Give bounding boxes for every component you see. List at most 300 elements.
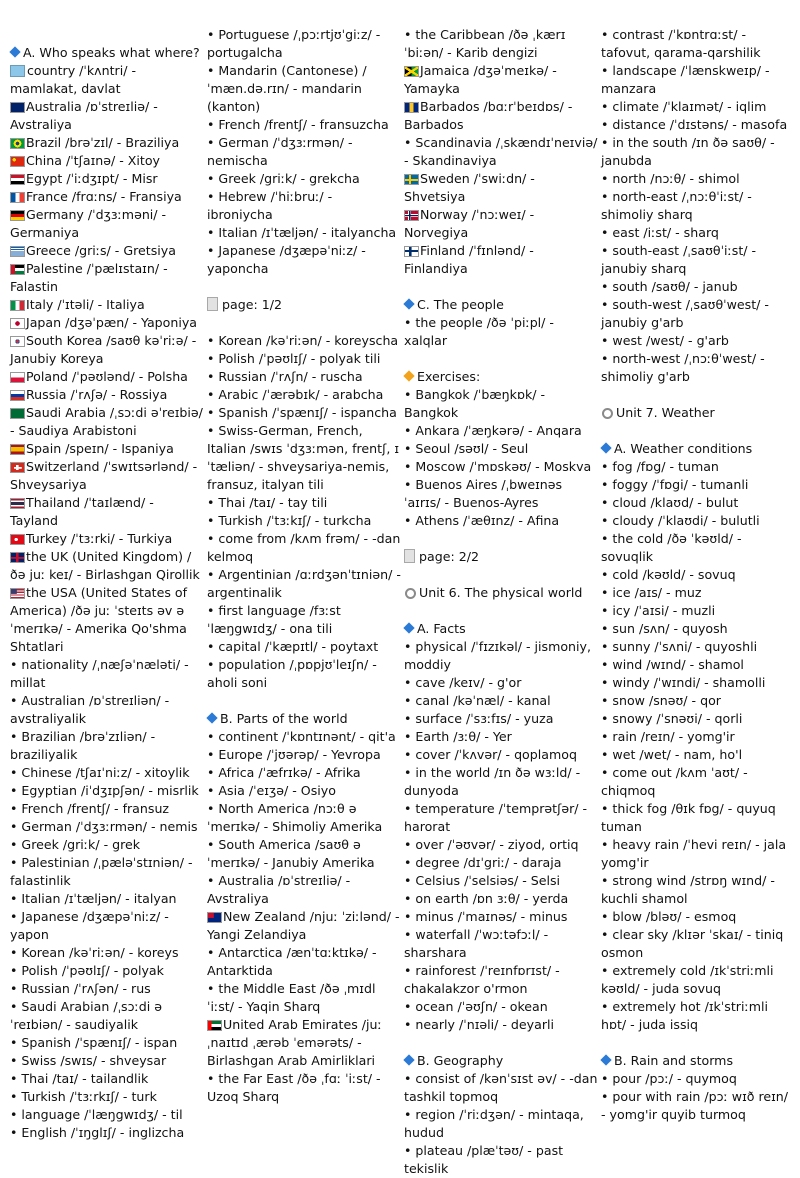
vocab-entry: [10, 152, 204, 170]
entry-text: • Thai /taɪ/ - tailandlik: [10, 1071, 149, 1086]
vocab-entry: [10, 818, 204, 836]
entry-text: • first language /fɜːst ˈlæŋgwɪdʒ/ - ona tili: [207, 603, 341, 636]
circle-icon: [405, 588, 416, 599]
vocab-entry: [10, 836, 204, 854]
page-icon: [404, 549, 415, 563]
entry-text: • thick fog /θɪk fɒg/ - quyuq tuman: [601, 801, 776, 834]
entry-text: • Swiss /swɪs/ - shveysar: [10, 1053, 167, 1068]
entry-text: Finland /ˈfɪnlənd/ - Finlandiya: [404, 243, 534, 276]
entry-text: • pour with rain /pɔː wɪð reɪn/ - yomg'ir quyib turmoq: [601, 1089, 789, 1122]
vocab-entry: [10, 1106, 204, 1124]
entry-text: • Greek /griːk/ - grek: [10, 837, 141, 852]
vocab-entry: [10, 368, 204, 386]
entry-text: • language /ˈlæŋgwɪdʒ/ - til: [10, 1107, 183, 1122]
vocab-entry: [404, 386, 598, 422]
vocab-entry: [10, 764, 204, 782]
entry-text: Unit 7. Weather: [616, 405, 715, 420]
entry-text: • North America /nɔːθ əˈmerɪkə/ - Shimoliy Amerika: [207, 801, 383, 834]
vocab-entry: [207, 422, 401, 494]
vocab-entry: [207, 530, 401, 566]
vocab-entry: [601, 602, 795, 620]
entry-text: Saudi Arabia /ˌsɔːdi əˈreɪbiə/ - Saudiya Arabistoni: [10, 405, 203, 438]
vocab-entry: [207, 800, 401, 836]
entry-text: • Argentinian /ɑːrdʒənˈtɪniən/ - argentinalik: [207, 567, 401, 600]
vocab-entry: [207, 602, 401, 638]
vocab-entry: [10, 782, 204, 800]
vocab-entry: [207, 836, 401, 872]
vocab-entry: [207, 350, 401, 368]
entry-text: • capital /ˈkæpɪtl/ - poytaxt: [207, 639, 379, 654]
entry-text: • the Middle East /ðə ˌmɪdl ˈiːst/ - Yaqin Sharq: [207, 981, 376, 1014]
entry-text: Jamaica /dʒəˈmeɪkə/ - Yamayka: [404, 63, 557, 96]
entry-text: • south-west /ˌsaʊθˈwest/ - janubiy g'arb: [601, 297, 769, 330]
section-heading: [404, 620, 598, 638]
section-heading: [404, 296, 598, 314]
vocab-entry: [10, 944, 204, 962]
vocab-entry: [207, 746, 401, 764]
entry-text: • Polish /ˈpəʊlɪʃ/ - polyak tili: [207, 351, 381, 366]
entry-text: • strong wind /strɒŋ wɪnd/ - kuchli shamol: [601, 873, 775, 906]
entry-text: A. Facts: [417, 621, 466, 636]
entry-text: Poland /ˈpəʊlənd/ - Polsha: [26, 369, 188, 384]
flag-jp-icon: [10, 318, 25, 329]
flag-th-icon: [10, 498, 25, 509]
vocab-entry: [404, 1016, 598, 1034]
entry-text: • west /west/ - g'arb: [601, 333, 729, 348]
vocab-entry: [601, 134, 795, 170]
entry-text: New Zealand /njuː ˈziːlənd/ - Yangi Zelandiya: [207, 909, 400, 942]
vocab-entry: [601, 224, 795, 242]
vocab-entry: [404, 872, 598, 890]
vocab-entry: [10, 908, 204, 944]
column-3: [404, 26, 598, 1178]
vocab-entry: [601, 926, 795, 962]
entry-text: • wind /wɪnd/ - shamol: [601, 657, 744, 672]
vocab-entry: [404, 1070, 598, 1106]
vocab-entry: [10, 260, 204, 296]
entry-text: • distance /ˈdɪstəns/ - masofa: [601, 117, 788, 132]
entry-text: • Spanish /ˈspænɪʃ/ - ispan: [10, 1035, 178, 1050]
entry-text: • rainforest /ˈreɪnfɒrɪst/ - chakalakzor o'rmon: [404, 963, 560, 996]
vocab-entry: [10, 1034, 204, 1052]
vocab-entry: [601, 476, 795, 494]
entry-text: • nearly /ˈnɪəli/ - deyarli: [404, 1017, 555, 1032]
flag-sa-icon: [10, 408, 25, 419]
vocab-entry: [404, 1142, 598, 1178]
vocab-entry: [404, 674, 598, 692]
vocab-entry: [601, 188, 795, 224]
flag-it-icon: [10, 300, 25, 311]
entry-text: • sunny /ˈsʌni/ - quyoshli: [601, 639, 758, 654]
vocab-entry: [207, 386, 401, 404]
vocab-entry: [207, 1070, 401, 1106]
entry-text: B. Parts of the world: [220, 711, 348, 726]
vocab-entry: [207, 332, 401, 350]
vocab-entry: [601, 692, 795, 710]
entry-text: South Korea /saʊθ kəˈriːə/ - Janubiy Koreya: [10, 333, 197, 366]
entry-text: • Brazilian /brəˈzɪliən/ - braziliyalik: [10, 729, 156, 762]
vocab-entry: [404, 728, 598, 746]
entry-text: • Hebrew /ˈhiːbruː/ - ibroniycha: [207, 189, 333, 222]
vocab-entry: [601, 962, 795, 998]
entry-text: • landscape /ˈlænskweɪp/ - manzara: [601, 63, 770, 96]
entry-text: Exercises:: [417, 369, 481, 384]
vocab-entry: [601, 170, 795, 188]
vocab-entry: [10, 1052, 204, 1070]
vocab-entry: [601, 494, 795, 512]
entry-text: • cloudy /ˈklaʊdi/ - bulutli: [601, 513, 760, 528]
entry-text: Russia /ˈrʌʃə/ - Rossiya: [26, 387, 168, 402]
entry-text: • Portuguese /ˌpɔːrtjʊˈgiːz/ - portugalcha: [207, 27, 381, 60]
vocab-entry: [404, 134, 598, 170]
vocab-entry: [601, 26, 795, 62]
flag-ch-icon: [10, 462, 25, 473]
vocab-entry: [10, 62, 204, 98]
vocab-entry: [601, 512, 795, 530]
vocab-entry: [601, 242, 795, 278]
vocab-entry: [10, 170, 204, 188]
entry-text: A. Who speaks what where?: [23, 45, 200, 60]
vocab-entry: [207, 404, 401, 422]
section-heading: [404, 368, 598, 386]
vocab-entry: [10, 404, 204, 440]
entry-text: • Greek /griːk/ - grekcha: [207, 171, 360, 186]
entry-text: • snowy /ˈsnəʊi/ - qorli: [601, 711, 743, 726]
vocab-entry: [601, 764, 795, 800]
entry-text: • sun /sʌn/ - quyosh: [601, 621, 728, 636]
entry-text: • over /ˈəʊvər/ - ziyod, ortiq: [404, 837, 579, 852]
spacer: [404, 530, 598, 548]
entry-text: • cold /kəʊld/ - sovuq: [601, 567, 736, 582]
vocab-entry: [404, 476, 598, 512]
entry-text: • ocean /ˈəʊʃn/ - okean: [404, 999, 548, 1014]
vocab-entry: [601, 728, 795, 746]
vocab-entry: [10, 890, 204, 908]
entry-text: • Earth /ɜːθ/ - Yer: [404, 729, 512, 744]
vocab-entry: [404, 98, 598, 134]
vocab-entry: [207, 872, 401, 908]
entry-text: • Swiss-German, French, Italian /swɪs ˈdʒɜːmən, frentʃ, ɪˈtæliən/ - shveysariya-nemis, fransuz, italyan tili: [207, 423, 400, 492]
entry-text: Thailand /ˈtaɪlænd/ - Tayland: [10, 495, 154, 528]
blue-diamond-icon: [403, 298, 414, 309]
vocab-entry: [601, 458, 795, 476]
spacer: [404, 602, 598, 620]
entry-text: • the Caribbean /ðə ˌkærɪˈbiːən/ - Karib dengizi: [404, 27, 566, 60]
entry-text: • Seoul /səʊl/ - Seul: [404, 441, 529, 456]
vocab-entry: [10, 530, 204, 548]
section-heading: [601, 1052, 795, 1070]
entry-text: Norway /ˈnɔːweɪ/ - Norvegiya: [404, 207, 535, 240]
flag-ru-icon: [10, 390, 25, 401]
vocab-entry: [601, 566, 795, 584]
vocab-entry: [207, 566, 401, 602]
entry-text: China /ˈtʃaɪnə/ - Xitoy: [26, 153, 160, 168]
vocab-entry: [10, 692, 204, 728]
section-heading: [601, 404, 795, 422]
entry-text: • waterfall /ˈwɔːtəfɔːl/ - sharshara: [404, 927, 549, 960]
page-icon: [207, 297, 218, 311]
flag-tr-icon: [10, 534, 25, 545]
vocab-entry: [404, 242, 598, 278]
entry-text: • clear sky /klɪər ˈskaɪ/ - tiniq osmon: [601, 927, 784, 960]
vocab-entry: [10, 980, 204, 998]
vocab-entry: [10, 656, 204, 692]
vocab-entry: [404, 998, 598, 1016]
entry-text: • windy /ˈwɪndi/ - shamolli: [601, 675, 766, 690]
blue-diamond-icon: [600, 1054, 611, 1065]
entry-text: page: 2/2: [419, 549, 479, 564]
entry-text: • degree /dɪˈgriː/ - daraja: [404, 855, 562, 870]
vocab-entry: [404, 206, 598, 242]
flag-bb-icon: [404, 102, 419, 113]
blue-diamond-icon: [9, 46, 20, 57]
vocab-entry: [601, 296, 795, 332]
vocab-entry: [10, 800, 204, 818]
entry-text: • Chinese /tʃaɪˈniːz/ - xitoylik: [10, 765, 190, 780]
entry-text: • in the world /ɪn ðə wɜːld/ - dunyoda: [404, 765, 581, 798]
vocab-entry: [207, 980, 401, 1016]
vocab-entry: [404, 170, 598, 206]
vocab-entry: [10, 440, 204, 458]
vocab-entry: [404, 854, 598, 872]
entry-text: Australia /ɒˈstreɪliə/ - Avstraliya: [10, 99, 158, 132]
vocab-entry: [601, 800, 795, 836]
section-heading: [404, 584, 598, 602]
vocab-entry: [601, 836, 795, 872]
vocab-entry: [601, 98, 795, 116]
entry-text: • Japanese /dʒæpəˈniːz/ - yapon: [10, 909, 169, 942]
vocab-entry: [601, 746, 795, 764]
vocab-entry: [10, 998, 204, 1034]
entry-text: • Korean /kəˈriːən/ - koreyscha: [207, 333, 399, 348]
entry-text: • pour /pɔː/ - quymoq: [601, 1071, 737, 1086]
flag-se-icon: [404, 174, 419, 185]
vocab-entry: [10, 1124, 204, 1142]
entry-text: • cover /ˈkʌvər/ - qoplamoq: [404, 747, 577, 762]
entry-text: • Italian /ɪˈtæljən/ - italyancha: [207, 225, 397, 240]
entry-text: Egypt /ˈiːdʒɪpt/ - Misr: [26, 171, 158, 186]
spacer: [404, 350, 598, 368]
vocab-entry: [404, 710, 598, 728]
entry-text: • canal /kəˈnæl/ - kanal: [404, 693, 551, 708]
column-1: [10, 44, 204, 1142]
vocab-entry: [10, 134, 204, 152]
entry-text: • extremely cold /ɪkˈstriːmli kəʊld/ - juda sovuq: [601, 963, 774, 996]
vocab-entry: [404, 512, 598, 530]
vocab-entry: [601, 278, 795, 296]
vocab-entry: [404, 458, 598, 476]
entry-text: Palestine /ˈpælɪstaɪn/ - Falastin: [10, 261, 168, 294]
vocab-entry: [601, 710, 795, 728]
entry-text: page: 1/2: [222, 297, 282, 312]
vocab-entry: [404, 962, 598, 998]
vocab-entry: [10, 728, 204, 764]
section-heading: [10, 44, 204, 62]
vocab-entry: [207, 908, 401, 944]
flag-uk-icon: [10, 552, 25, 563]
entry-text: • nationality /ˌnæʃəˈnæləti/ - millat: [10, 657, 189, 690]
flag-fi-icon: [404, 246, 419, 257]
entry-text: • extremely hot /ɪkˈstriːmli hɒt/ - juda issiq: [601, 999, 768, 1032]
entry-text: • Scandinavia /ˌskændɪˈneɪviə/ - Skandinaviya: [404, 135, 598, 168]
entry-text: • come out /kʌm ˈaʊt/ - chiqmoq: [601, 765, 748, 798]
entry-text: • population /ˌpɒpjʊˈleɪʃn/ - aholi soni: [207, 657, 377, 690]
entry-text: Germany /ˈdʒɜːməni/ - Germaniya: [10, 207, 167, 240]
vocab-entry: [10, 854, 204, 890]
vocab-entry: [601, 638, 795, 656]
entry-text: • the cold /ðə ˈkəʊld/ - sovuqlik: [601, 531, 742, 564]
blue-diamond-icon: [206, 712, 217, 723]
vocab-entry: [601, 872, 795, 908]
column-4: [601, 26, 795, 1124]
vocab-entry: [601, 116, 795, 134]
entry-text: • cave /keɪv/ - g'or: [404, 675, 522, 690]
entry-text: • Polish /ˈpəʊlɪʃ/ - polyak: [10, 963, 164, 978]
entry-text: • continent /ˈkɒntɪnənt/ - qit'a: [207, 729, 396, 744]
entry-text: Japan /dʒəˈpæn/ - Yaponiya: [26, 315, 198, 330]
flag-kr-icon: [10, 336, 25, 347]
vocab-entry: [10, 962, 204, 980]
page-marker: [404, 548, 598, 566]
flag-fr-icon: [10, 192, 25, 203]
spacer: [404, 566, 598, 584]
entry-text: • Celsius /ˈselsiəs/ - Selsi: [404, 873, 561, 888]
entry-text: • Saudi Arabian /ˌsɔːdi əˈreɪbiən/ - saudiyalik: [10, 999, 162, 1032]
vocab-entry: [404, 908, 598, 926]
entry-text: • Egyptian /iˈdʒɪpʃən/ - misrlik: [10, 783, 199, 798]
entry-text: • east /iːst/ - sharq: [601, 225, 719, 240]
flag-us-icon: [10, 588, 25, 599]
vocab-entry: [601, 620, 795, 638]
vocab-entry: [207, 728, 401, 746]
entry-text: • Italian /ɪˈtæljən/ - italyan: [10, 891, 177, 906]
entry-text: • icy /ˈaɪsi/ - muzli: [601, 603, 716, 618]
vocab-entry: [10, 1070, 204, 1088]
entry-text: • region /ˈriːdʒən/ - mintaqa, hudud: [404, 1107, 584, 1140]
vocab-entry: [601, 656, 795, 674]
entry-text: • south /saʊθ/ - janub: [601, 279, 738, 294]
section-heading: [404, 1052, 598, 1070]
entry-text: • Arabic /ˈærəbɪk/ - arabcha: [207, 387, 384, 402]
entry-text: • Australia /ɒˈstreɪliə/ - Avstraliya: [207, 873, 351, 906]
vocab-entry: [207, 1016, 401, 1070]
vocab-entry: [207, 512, 401, 530]
entry-text: • climate /ˈklaɪmət/ - iqlim: [601, 99, 767, 114]
vocab-entry: [207, 26, 401, 62]
entry-text: • Korean /kəˈriːən/ - koreys: [10, 945, 179, 960]
entry-text: • heavy rain /ˈhevi reɪn/ - jala yomg'ir: [601, 837, 787, 870]
vocab-entry: [404, 746, 598, 764]
vocab-entry: [10, 98, 204, 134]
entry-text: • the Far East /ðə ˌfɑː ˈiːst/ - Uzoq Sharq: [207, 1071, 381, 1104]
entry-text: • Africa /ˈæfrɪkə/ - Afrika: [207, 765, 361, 780]
flag-eg-icon: [10, 174, 25, 185]
vocab-entry: [404, 890, 598, 908]
column-2: [207, 26, 401, 1106]
vocab-entry: [207, 170, 401, 188]
entry-text: • Russian /ˈrʌʃn/ - ruscha: [207, 369, 363, 384]
vocab-entry: [10, 548, 204, 584]
vocab-entry: [207, 944, 401, 980]
entry-text: Sweden /ˈswiːdn/ - Shvetsiya: [404, 171, 535, 204]
vocab-entry: [404, 1106, 598, 1142]
entry-text: • Australian /ɒˈstreɪliən/ - avstraliyalik: [10, 693, 170, 726]
entry-text: • Buenos Aires /ˌbweɪnəs ˈaɪrɪs/ - Buenos-Ayres: [404, 477, 563, 510]
section-heading: [207, 710, 401, 728]
flag-br-icon: [10, 138, 25, 149]
entry-text: • German /ˈdʒɜːrmən/ - nemischa: [207, 135, 353, 168]
vocab-entry: [404, 836, 598, 854]
entry-text: C. The people: [417, 297, 504, 312]
vocab-entry: [404, 926, 598, 962]
vocab-entry: [207, 224, 401, 242]
vocab-entry: [10, 584, 204, 656]
entry-text: • English /ˈɪŋglɪʃ/ - inglizcha: [10, 1125, 185, 1140]
flag-gr-icon: [10, 246, 25, 257]
vocab-entry: [404, 62, 598, 98]
entry-text: • north-west /ˌnɔːθˈwest/ - shimoliy g'arb: [601, 351, 765, 384]
vocab-entry: [601, 908, 795, 926]
entry-text: Barbados /bɑːrˈbeɪdɒs/ - Barbados: [404, 99, 573, 132]
vocab-entry: [10, 332, 204, 368]
vocab-entry: [10, 386, 204, 404]
entry-text: • on earth /ɒn ɜːθ/ - yerda: [404, 891, 569, 906]
entry-text: • north-east /ˌnɔːθˈiːst/ - shimoliy sharq: [601, 189, 752, 222]
spacer: [404, 278, 598, 296]
entry-text: • foggy /ˈfɒgi/ - tumanli: [601, 477, 749, 492]
spacer: [207, 278, 401, 296]
entry-text: • Spanish /ˈspænɪʃ/ - ispancha: [207, 405, 397, 420]
vocab-entry: [601, 584, 795, 602]
flag-jm-icon: [404, 66, 419, 77]
entry-text: • South America /saʊθ ə ˈmerɪkə/ - Janubiy Amerika: [207, 837, 375, 870]
entry-text: country /ˈkʌntri/ - mamlakat, davlat: [10, 63, 137, 96]
entry-text: • fog /fɒg/ - tuman: [601, 459, 719, 474]
vocab-entry: [404, 638, 598, 674]
entry-text: • minus /ˈmaɪnəs/ - minus: [404, 909, 568, 924]
entry-text: Italy /ˈɪtəli/ - Italiya: [26, 297, 145, 312]
entry-text: A. Weather conditions: [614, 441, 753, 456]
entry-text: Greece /griːs/ - Gretsiya: [26, 243, 176, 258]
vocab-entry: [601, 332, 795, 350]
entry-text: Spain /speɪn/ - Ispaniya: [26, 441, 174, 456]
entry-text: • north /nɔːθ/ - shimol: [601, 171, 740, 186]
entry-text: • surface /ˈsɜːfɪs/ - yuza: [404, 711, 554, 726]
vocab-entry: [601, 350, 795, 386]
entry-text: • Russian /ˈrʌʃən/ - rus: [10, 981, 151, 996]
vocab-entry: [207, 764, 401, 782]
entry-text: B. Rain and storms: [614, 1053, 734, 1068]
vocab-entry: [601, 1088, 795, 1124]
entry-text: • wet /wet/ - nam, ho'l: [601, 747, 743, 762]
entry-text: • come from /kʌm frəm/ - -dan kelmoq: [207, 531, 401, 564]
vocab-entry: [10, 314, 204, 332]
vocab-entry: [10, 188, 204, 206]
spacer: [207, 692, 401, 710]
vocab-entry: [10, 494, 204, 530]
vocab-entry: [10, 1088, 204, 1106]
blue-diamond-icon: [600, 442, 611, 453]
vocab-entry: [404, 422, 598, 440]
entry-text: • Turkish /ˈtɜːkɪʃ/ - turkcha: [207, 513, 372, 528]
vocab-entry: [601, 674, 795, 692]
spacer: [207, 314, 401, 332]
spacer: [601, 1034, 795, 1052]
vocab-entry: [601, 998, 795, 1034]
entry-text: • cloud /klaʊd/ - bulut: [601, 495, 739, 510]
vocab-entry: [207, 782, 401, 800]
entry-text: • French /frentʃ/ - fransuzcha: [207, 117, 389, 132]
